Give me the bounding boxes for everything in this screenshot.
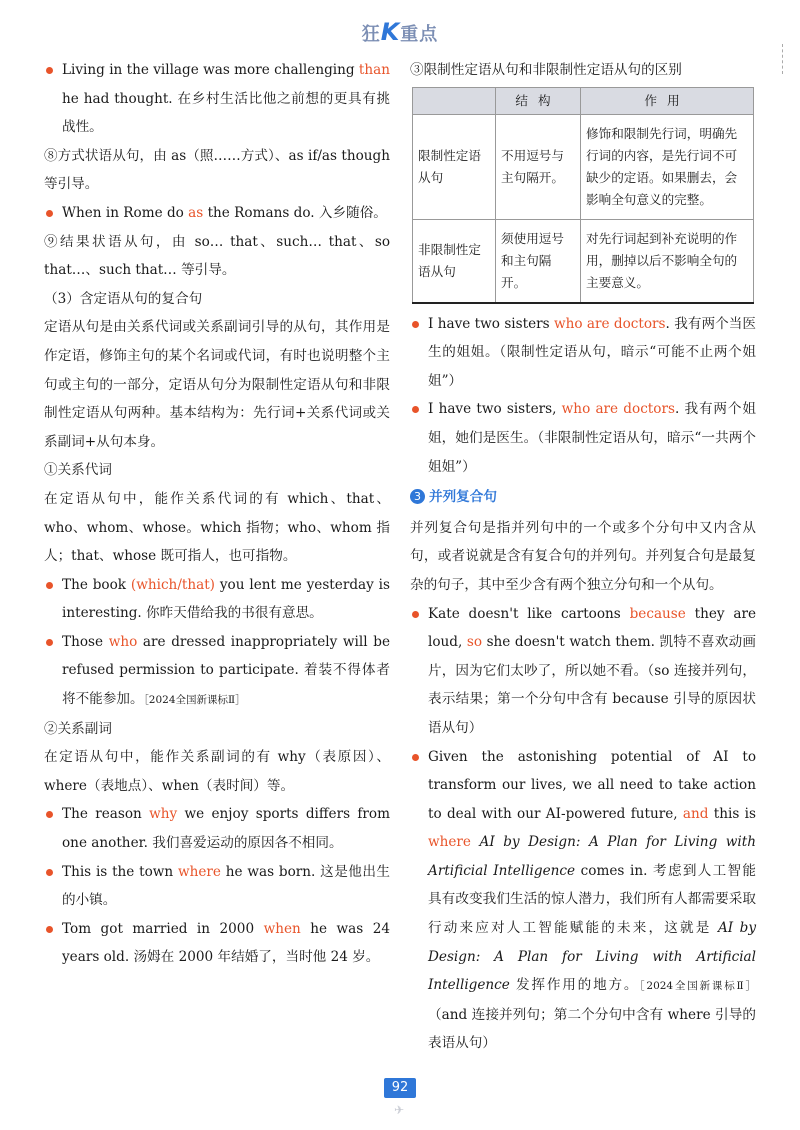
table-cell: 对先行词起到补充说明的作用，删掉以后不影响全句的主要意义。 bbox=[581, 219, 754, 303]
section-title: 并列复合句 bbox=[429, 489, 497, 506]
table-header-structure: 结构 bbox=[496, 87, 581, 114]
table-cell: 修饰和限制先行词，明确先行词的内容，是先行词不可缺少的定语。如果删去，会影响全句意义的完整。 bbox=[581, 114, 754, 219]
example-where: This is the town where he was born. 这是他出生的小镇。 bbox=[44, 858, 390, 915]
example-those: Those who are dressed inappropriately will be refused permission to participate. 着装不得体者将不能参加。［2024全国新课标Ⅱ］ bbox=[44, 628, 390, 715]
table-header-row bbox=[413, 87, 754, 114]
page-edge-mark bbox=[782, 44, 785, 74]
table-title: ③限制性定语从句和非限制性定语从句的区别 bbox=[410, 62, 682, 78]
example-than: Living in the village was more challenging than he had thought. 在乡村生活比他之前想的更具有挑战性。 bbox=[44, 56, 390, 142]
table-row bbox=[413, 219, 754, 303]
comparison-table bbox=[412, 87, 754, 304]
example-kate: Kate doesn't like cartoons because they are loud, so she doesn't watch them. 凯特不喜欢动画片，因为它们太吵了，所以她不看。（so 连接并列句，表示结果；第一个分句中含有 because 引导的原因状语从句） bbox=[410, 600, 756, 743]
bullet-dot-icon bbox=[412, 611, 419, 618]
table-cell: 须使用逗号和主句隔开。 bbox=[496, 219, 581, 303]
paragraph-attributive: 定语从句是由关系代词或关系副词引导的从句，其作用是作定语，修饰主句的某个名词或代词，有时也说明整个主句或主句的一部分，定语从句分为限制性定语从句和非限制性定语从句两种。基本结构为：先行词+关系代词或关系副词+从句本身。 bbox=[44, 319, 390, 450]
bullet-dot-icon bbox=[46, 811, 53, 818]
heading-result-clause: ⑨结果状语从句，由 so… that、such… that、so that…、such that… 等引导。 bbox=[44, 233, 390, 279]
source-tag: ［2024全国新课标Ⅱ］ bbox=[639, 980, 756, 993]
paragraph-relative-pronoun: 在定语从句中，能作关系代词的有 which、that、who、whom、whose。which 指物；who、whom 指人；that、whose 既可指人，也可指物。 bbox=[44, 490, 390, 565]
paragraph-relative-adverb: 在定语从句中，能作关系副词的有 why（表原因）、where（表地点）、when（表时间）等。 bbox=[44, 749, 390, 794]
example-as: When in Rome do as the Romans do. 入乡随俗。 bbox=[44, 199, 390, 228]
bullet-dot-icon bbox=[46, 869, 53, 876]
table-cell: 限制性定语从句 bbox=[413, 114, 496, 219]
example-nonrestrictive: I have two sisters, who are doctors. 我有两个姐姐，她们是医生。（非限制性定语从句，暗示“一共两个姐姐”） bbox=[410, 395, 756, 481]
brand-pre: 狂 bbox=[361, 24, 381, 45]
example-book: The book (which/that) you lent me yesterday is interesting. 你昨天借给我的书很有意思。 bbox=[44, 571, 390, 628]
bullet-dot-icon bbox=[412, 406, 419, 413]
example-when: Tom got married in 2000 when he was 24 years old. 汤姆在 2000 年结婚了，当时他 24 岁。 bbox=[44, 915, 390, 972]
source-tag: ［2024全国新课标Ⅱ］ bbox=[143, 694, 246, 707]
left-column bbox=[44, 56, 390, 972]
bullet-dot-icon bbox=[46, 210, 53, 217]
table-row bbox=[413, 114, 754, 219]
heading-relative-adverb: ②关系副词 bbox=[44, 720, 112, 737]
bullet-dot-icon bbox=[46, 67, 53, 74]
example-ai: Given the astonishing potential of AI to transform our lives, we all need to take action to deal with our AI-powered future, and this is where AI by Design: A Plan for Living with Artificial Intelligence comes in. 考虑到人工智能具有改变我们生活的惊人潜力，我们所有人都需要采取行动来应对人工智能赋能的未来，这就是 AI by Design: A Plan for Living with Artificial Intelligence 发挥作用的地方。［2024全国新课标Ⅱ］（and 连接并列句；第二个分句中含有 where 引导的表语从句） bbox=[410, 743, 756, 1059]
page-header bbox=[0, 18, 800, 46]
brand-logo bbox=[361, 18, 439, 46]
example-why: The reason why we enjoy sports differs from one another. 我们喜爱运动的原因各不相同。 bbox=[44, 800, 390, 857]
right-column bbox=[410, 56, 756, 1058]
table-header-function: 作用 bbox=[581, 87, 754, 114]
bullet-dot-icon bbox=[46, 582, 53, 589]
page-number: 92 bbox=[384, 1078, 416, 1098]
example-restrictive: I have two sisters who are doctors. 我有两个当医生的姐姐。（限制性定语从句，暗示“可能不止两个姐姐”） bbox=[410, 310, 756, 396]
bullet-dot-icon bbox=[412, 321, 419, 328]
table-cell: 非限制性定语从句 bbox=[413, 219, 496, 303]
heading-manner-clause: ⑧方式状语从句，由 as（照……方式）、as if/as though 等引导。 bbox=[44, 147, 390, 193]
heading-attributive-clause: （3）含定语从句的复合句 bbox=[44, 290, 203, 307]
bullet-dot-icon bbox=[46, 639, 53, 646]
brand-post: 重点 bbox=[400, 24, 439, 45]
section-number-badge: 3 bbox=[410, 489, 425, 504]
paragraph-compound-complex: 并列复合句是指并列句中的一个或多个分句中又内含从句，或者说就是含有复合句的并列句。并列复合句是最复杂的句子，其中至少含有两个独立分句和一个从句。 bbox=[410, 519, 756, 593]
section-heading-compound-complex bbox=[410, 483, 756, 512]
bullet-dot-icon bbox=[412, 754, 419, 761]
plane-icon: ✈ bbox=[394, 1103, 405, 1117]
brand-k: K bbox=[380, 18, 401, 46]
table-header-empty bbox=[413, 87, 496, 114]
bullet-dot-icon bbox=[46, 926, 53, 933]
heading-relative-pronoun: ①关系代词 bbox=[44, 462, 112, 479]
table-cell: 不用逗号与主句隔开。 bbox=[496, 114, 581, 219]
